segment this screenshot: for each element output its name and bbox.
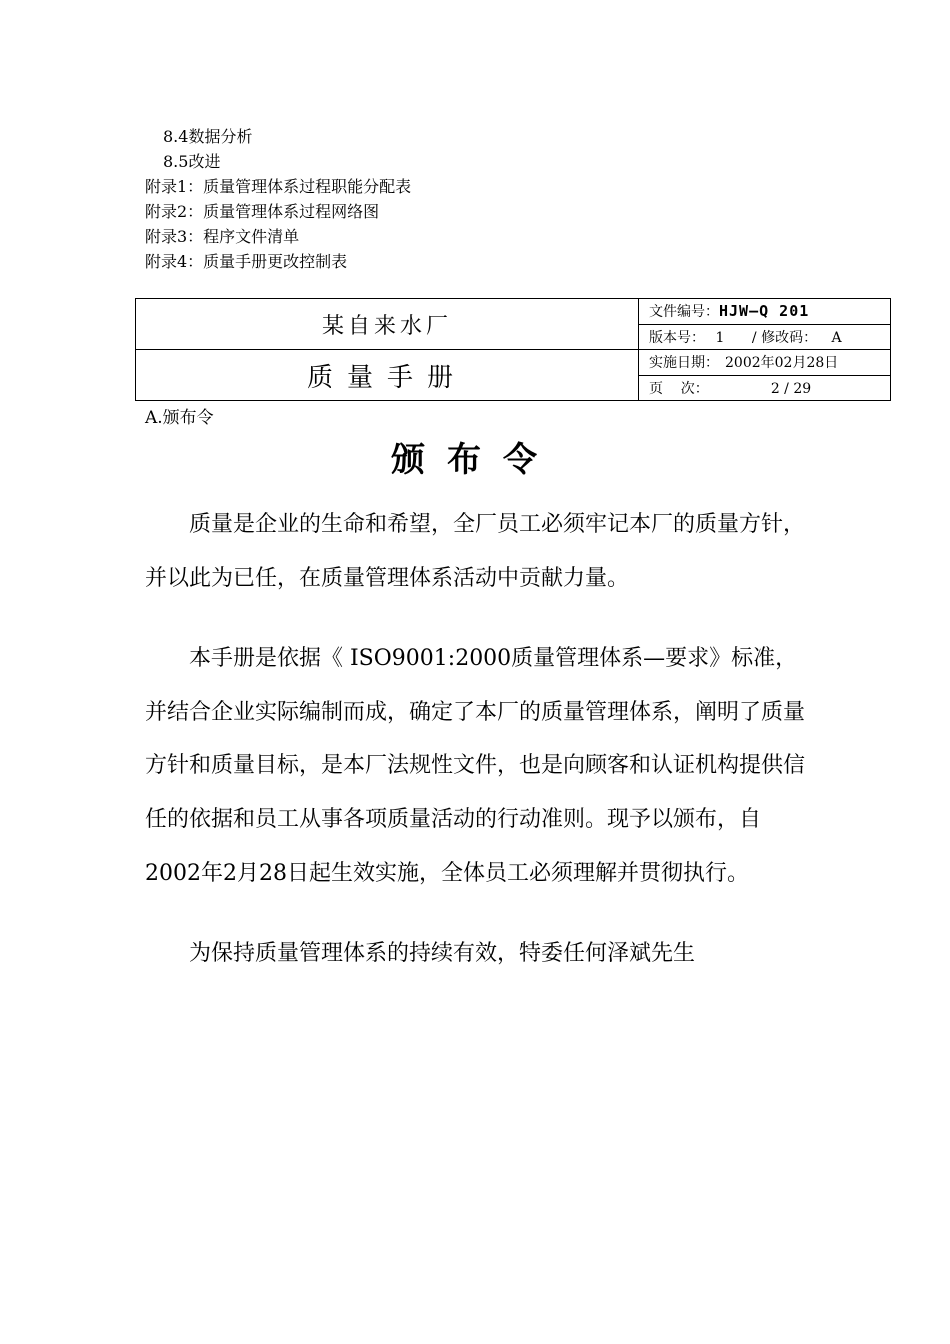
date-label: 实施日期： bbox=[649, 355, 719, 372]
page-cell bbox=[639, 375, 891, 401]
version-label: 版本号： bbox=[649, 329, 705, 346]
toc-item: 附录3：程序文件清单 bbox=[145, 227, 300, 246]
toc-item: 8.4数据分析 bbox=[163, 127, 253, 146]
page-label: 页 次： bbox=[649, 380, 709, 397]
toc-item: 附录1：质量管理体系过程职能分配表 bbox=[145, 177, 412, 196]
file-number-label: 文件编号： bbox=[649, 304, 719, 321]
version-cell bbox=[639, 324, 891, 350]
toc-item: 附录4：质量手册更改控制表 bbox=[145, 252, 348, 271]
file-number-cell bbox=[639, 299, 891, 325]
paragraph: 本手册是依据《 ISO9001:2000质量管理体系—要求》标准，并结合企业实际编制而成，确定了本厂的质量管理体系，阐明了质量方针和质量目标，是本厂法规性文件，也是向顾客和认证机构提供信任的依据和员工从事各项质量活动的行动准则。现予以颁布，自2002年2月28日起生效实施，全体员工必须理解并贯彻执行。 bbox=[145, 646, 806, 886]
date-value: 2002年02月28日 bbox=[725, 355, 839, 372]
revision-label: / 修改码： bbox=[751, 329, 818, 346]
file-number: HJW—Q 201 bbox=[719, 302, 810, 321]
table-of-contents bbox=[145, 124, 411, 274]
company-name: 某自来水厂 bbox=[136, 299, 639, 350]
date-cell bbox=[639, 350, 891, 376]
toc-item: 8.5改进 bbox=[163, 152, 221, 171]
version-value: 1 bbox=[715, 329, 725, 346]
document-title: 质量手册 bbox=[136, 350, 639, 401]
section-label: A.颁布令 bbox=[145, 408, 214, 428]
toc-item: 附录2：质量管理体系过程网络图 bbox=[145, 202, 380, 221]
page-title: 颁布令 bbox=[391, 440, 559, 480]
page-value: 2 / 29 bbox=[770, 380, 812, 397]
paragraph: 为保持质量管理体系的持续有效，特委任何泽斌先生 bbox=[189, 941, 696, 967]
revision-value: A bbox=[831, 329, 842, 346]
body-text bbox=[145, 498, 813, 1008]
document-header-table bbox=[135, 298, 891, 401]
paragraph: 质量是企业的生命和希望，全厂员工必须牢记本厂的质量方针，并以此为已任，在质量管理体系活动中贡献力量。 bbox=[145, 512, 806, 591]
